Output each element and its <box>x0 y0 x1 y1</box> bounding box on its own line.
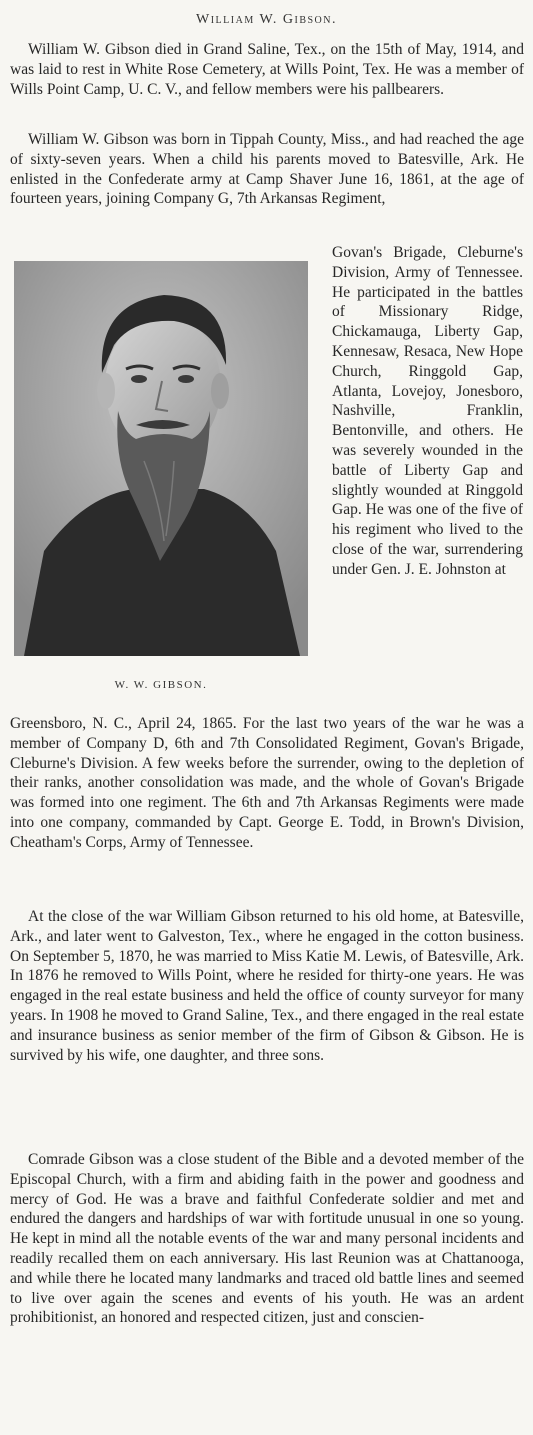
paragraph-service-top <box>10 130 524 209</box>
paragraph-later-life <box>10 907 524 1065</box>
paragraph-character-text: Comrade Gibson was a close student of the Bible and a devoted member of the Episcopal Church, with a firm and abiding faith in the power and goodness and mercy of God. He was a brave and faithful Confederate soldier and met and endured the dangers and hardships of war with fortitude unusual in one so young. He kept in mind all the notable events of the war and many personal incidents and readily recalled them on each anniversary. His last Reunion was at Chattanooga, and while there he located many landmarks and traced old battle lines and seemed to live over again the scenes and events of his youth. He was an ardent prohibitionist, an honored and respected citizen, just and conscien- <box>10 1151 524 1327</box>
paragraph-death-text: William W. Gibson died in Grand Saline, Tex., on the 15th of May, 1914, and was laid to rest in White Rose Cemetery, at Wills Point, Tex. He was a member of Wills Point Camp, U. C. V., and fellow members were his pallbearers. <box>10 41 524 98</box>
paragraph-service-top-text: William W. Gibson was born in Tippah County, Miss., and had reached the age of sixty-seven years. When a child his parents moved to Batesville, Ark. He enlisted in the Confederate army at Camp Shaver June 16, 1861, at the age of fourteen years, joining Company G, 7th Arkansas Regiment, <box>10 131 524 208</box>
paragraph-character <box>10 1150 524 1328</box>
paragraph-service-bottom: Greensboro, N. C., April 24, 1865. For the last two years of the war he was a member of Company D, 6th and 7th Consolidated Regiment, Govan's Brigade, Cleburne's Division. A few weeks before the surrender, owing to the depletion of their ranks, another consolidation was made, and the whole of Govan's Brigade was formed into one regiment. The 6th and 7th Arkansas Regiments were made into one company, commanded by Capt. George E. Todd, in Brown's Division, Cheatham's Corps, Army of Tennessee. <box>10 715 524 851</box>
page-title: William W. Gibson. <box>196 12 337 27</box>
paragraph-later-life-text: At the close of the war William Gibson returned to his old home, at Batesville, Ark., and later went to Galveston, Tex., where he engaged in the cotton business. On September 5, 1870, he was married to Miss Katie M. Lewis, of Batesville, Ark. In 1876 he removed to Wills Point, where he resided for thirty-one years. He was engaged in the real estate business and held the office of county surveyor for many years. In 1908 he moved to Grand Saline, Tex., and there engaged in the real estate and insurance business as senior member of the firm of Gibson & Gibson. He is survived by his wife, one daughter, and three sons. <box>10 908 524 1064</box>
paragraph-death <box>10 40 524 99</box>
photo-caption: W. W. GIBSON. <box>114 679 208 691</box>
portrait-image <box>14 261 308 656</box>
portrait-photo <box>14 261 308 656</box>
paragraph-service-side: Govan's Brigade, Cleburne's Division, Army of Tennessee. He participated in the battles of Missionary Ridge, Chickamauga, Liberty Gap, Kennesaw, Resaca, New Hope Church, Ringgold Gap, Atlanta, Lovejoy, Jonesboro, Nashville, Franklin, Bentonville, and others. He was severely wounded in the battle of Liberty Gap and slightly wounded at Ringgold Gap. He was one of the five of his regiment who lived to the close of the war, surrendering under Gen. J. E. Johnston at <box>332 244 523 578</box>
